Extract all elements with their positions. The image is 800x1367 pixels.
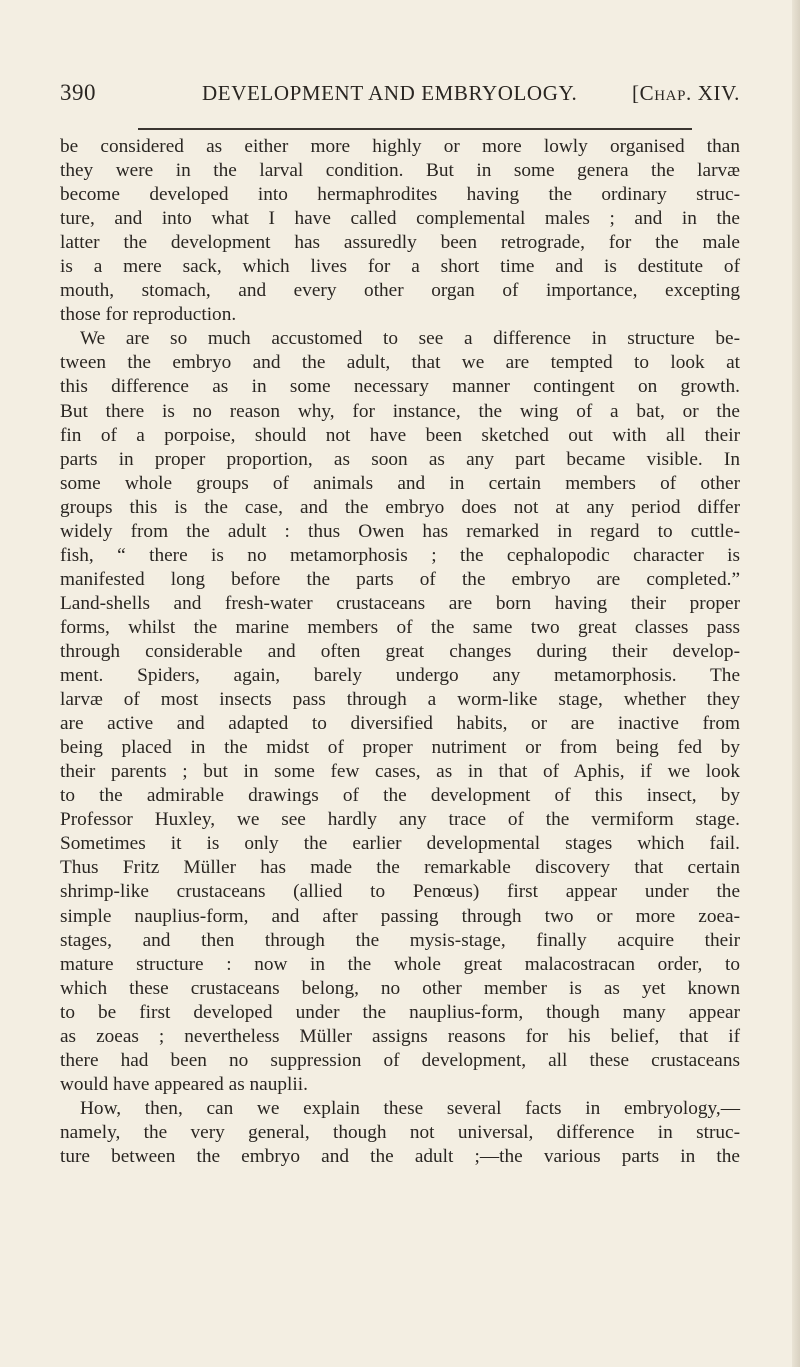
text-line: through considerable and often great changes during their develop- xyxy=(60,640,740,662)
text-line: manifested long before the parts of the embryo are completed.” xyxy=(60,568,740,590)
text-line: are active and adapted to diversified habits, or are inactive from xyxy=(60,713,740,735)
text-line: their parents ; but in some few cases, as in that of Aphis, if we look xyxy=(60,761,740,783)
text-line: this difference as in some necessary manner contingent on growth. xyxy=(60,376,740,398)
text-line: Professor Huxley, we see hardly any trace of the vermiform stage. xyxy=(60,809,740,831)
header-rule xyxy=(138,128,692,130)
text-line: We are so much accustomed to see a difference in structure be- xyxy=(80,328,740,350)
text-line: would have appeared as nauplii. xyxy=(60,1073,308,1095)
text-line: to be first developed under the nauplius-form, though many appear xyxy=(60,1001,740,1023)
text-line: become developed into hermaphrodites having the ordinary struc- xyxy=(60,184,740,206)
text-line: Thus Fritz Müller has made the remarkable discovery that certain xyxy=(60,857,740,879)
text-line: namely, the very general, though not universal, difference in struc- xyxy=(60,1121,740,1143)
running-header xyxy=(60,80,740,116)
text-line: stages, and then through the mysis-stage, finally acquire their xyxy=(60,929,740,951)
text-line: ture, and into what I have called complemental males ; and in the xyxy=(60,208,740,230)
page-number: 390 xyxy=(60,80,96,105)
text-line: ment. Spiders, again, barely undergo any metamorphosis. The xyxy=(60,665,740,687)
text-line: there had been no suppression of development, all these crustaceans xyxy=(60,1049,740,1071)
text-line: they were in the larval condition. But in some genera the larvæ xyxy=(60,160,740,182)
text-line: which these crustaceans belong, no other member is as yet known xyxy=(60,977,740,999)
text-line: ture between the embryo and the adult ;—the various parts in the xyxy=(60,1145,740,1167)
text-line: mouth, stomach, and every other organ of importance, excepting xyxy=(60,280,740,302)
body-text xyxy=(60,135,740,1169)
text-line: shrimp-like crustaceans (allied to Penœus) first appear under the xyxy=(60,881,740,903)
text-line: be considered as either more highly or more lowly organised than xyxy=(60,136,740,157)
text-line: is a mere sack, which lives for a short time and is destitute of xyxy=(60,256,740,278)
text-line: being placed in the midst of proper nutriment or from being fed by xyxy=(60,737,740,759)
text-line: How, then, can we explain these several facts in embryology,— xyxy=(80,1097,740,1119)
text-line: as zoeas ; nevertheless Müller assigns reasons for his belief, that if xyxy=(60,1025,740,1047)
text-line: simple nauplius-form, and after passing through two or more zoea- xyxy=(60,905,740,927)
text-line: latter the development has assuredly been retrograde, for the male xyxy=(60,232,740,254)
text-line: groups this is the case, and the embryo does not at any period differ xyxy=(60,496,740,518)
text-line: some whole groups of animals and in certain members of other xyxy=(60,472,740,494)
text-line: Sometimes it is only the earlier developmental stages which fail. xyxy=(60,833,740,855)
chapter-reference-text: [Chap. XIV. xyxy=(632,81,740,105)
text-line: parts in proper proportion, as soon as any part became visible. In xyxy=(60,448,740,470)
page-edge xyxy=(792,0,800,1367)
text-line: fin of a porpoise, should not have been sketched out with all their xyxy=(60,424,740,446)
text-line: larvæ of most insects pass through a worm-like stage, whether they xyxy=(60,689,740,711)
text-line: those for reproduction. xyxy=(60,304,237,326)
text-line: widely from the adult : thus Owen has remarked in regard to cuttle- xyxy=(60,520,740,542)
text-line: forms, whilst the marine members of the same two great classes pass xyxy=(60,616,740,638)
chapter-reference xyxy=(632,81,740,106)
text-line: mature structure : now in the whole great malacostracan order, to xyxy=(60,953,740,975)
text-line: Land-shells and fresh-water crustaceans are born having their proper xyxy=(60,592,740,614)
text-line: tween the embryo and the adult, that we are tempted to look at xyxy=(60,352,740,374)
text-line: fish, “ there is no metamorphosis ; the cephalopodic character is xyxy=(60,544,740,566)
text-line: But there is no reason why, for instance, the wing of a bat, or the xyxy=(60,400,740,422)
text-line: to the admirable drawings of the development of this insect, by xyxy=(60,785,740,807)
running-title: DEVELOPMENT AND EMBRYOLOGY. xyxy=(202,81,578,105)
